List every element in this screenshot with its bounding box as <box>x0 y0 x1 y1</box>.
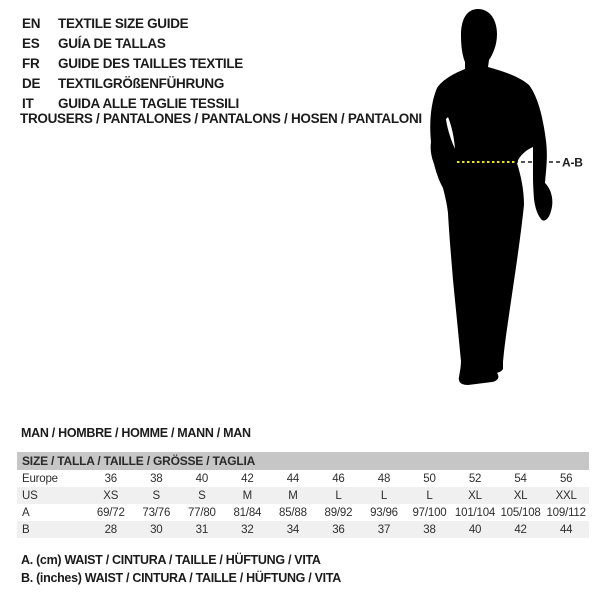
table-cell: 42 <box>498 521 544 538</box>
table-cell: 40 <box>452 521 498 538</box>
table-cell: 44 <box>286 472 300 485</box>
table-cell: 109/112 <box>546 506 586 519</box>
language-label: GUIDA ALLE TAGLIE TESSILI <box>58 95 239 111</box>
table-row-us <box>17 487 589 504</box>
language-row-fr <box>22 53 243 73</box>
table-cell: L <box>316 487 362 504</box>
language-code: IT <box>22 95 34 111</box>
language-row-en <box>22 13 243 33</box>
table-row-b-inches <box>17 521 589 538</box>
table-cell: 81/84 <box>233 506 262 519</box>
note-a-cm: A. (cm) WAIST / CINTURA / TAILLE / HÜFTUNG / VITA <box>21 553 321 567</box>
table-row-europe <box>17 470 589 487</box>
table-cell: XL <box>452 487 498 504</box>
table-cell: 34 <box>270 521 316 538</box>
table-cell: XXL <box>543 487 589 504</box>
measurement-notes <box>21 552 341 587</box>
garment-category-title: TROUSERS / PANTALONES / PANTALONS / HOSEN / PANTALONI <box>20 111 422 126</box>
table-cell: 32 <box>225 521 271 538</box>
table-cell: 85/88 <box>279 506 307 519</box>
language-code: DE <box>22 75 41 91</box>
size-table <box>17 452 589 538</box>
table-cell: XS <box>88 487 134 504</box>
table-cell: XL <box>498 487 544 504</box>
language-code: ES <box>22 35 40 51</box>
man-silhouette <box>430 9 552 385</box>
table-cell: 54 <box>514 472 527 485</box>
table-cell: 56 <box>559 472 573 485</box>
language-label: GUIDE DES TAILLES TEXTILE <box>58 55 244 71</box>
table-cell: 28 <box>88 521 134 538</box>
table-cell: 38 <box>407 521 453 538</box>
size-table-header-label: SIZE / TALLA / TAILLE / GRÖSSE / TAGLIA <box>17 452 589 470</box>
language-code: EN <box>22 15 41 31</box>
table-cell: 73/76 <box>142 506 171 519</box>
language-row-de <box>22 73 243 93</box>
table-cell: 52 <box>468 472 482 485</box>
language-label: TEXTILGRÖßENFÜHRUNG <box>58 75 225 91</box>
table-cell: 36 <box>104 472 117 485</box>
table-cell: 46 <box>332 472 345 485</box>
table-cell: 36 <box>316 521 362 538</box>
language-label: GUÍA DE TALLAS <box>58 35 166 51</box>
table-cell: 37 <box>361 521 407 538</box>
language-code: FR <box>22 55 40 71</box>
table-cell: L <box>361 487 407 504</box>
table-cell: 93/96 <box>370 506 398 519</box>
table-cell: 30 <box>134 521 180 538</box>
table-cell: 42 <box>241 472 254 485</box>
language-label: TEXTILE SIZE GUIDE <box>58 15 189 31</box>
man-silhouette-figure <box>410 0 600 400</box>
table-cell: 40 <box>195 472 209 485</box>
table-cell: 77/80 <box>187 506 216 519</box>
language-legend <box>22 13 243 113</box>
note-b-inches: B. (inches) WAIST / CINTURA / TAILLE / HÜFTUNG / VITA <box>21 570 341 585</box>
table-cell: 48 <box>377 472 391 485</box>
table-row-a-cm <box>17 504 589 521</box>
table-cell: S <box>179 487 225 504</box>
table-cell: 101/104 <box>454 506 496 519</box>
table-cell: 38 <box>150 472 163 485</box>
section-title-man: MAN / HOMBRE / HOMME / MANN / MAN <box>21 426 251 440</box>
row-label-b: B <box>17 521 88 538</box>
table-cell: S <box>134 487 180 504</box>
table-cell: L <box>407 487 453 504</box>
row-label-us: US <box>17 487 88 504</box>
table-cell: 69/72 <box>96 506 125 519</box>
table-cell: 31 <box>179 521 225 538</box>
table-cell: 105/108 <box>500 506 541 519</box>
table-cell: M <box>270 487 316 504</box>
language-row-es <box>22 33 243 53</box>
table-cell: M <box>225 487 271 504</box>
row-label-a: A <box>22 506 30 519</box>
table-cell: 50 <box>423 472 436 485</box>
table-cell: 44 <box>543 521 589 538</box>
measure-label-a-b: A-B <box>562 155 583 170</box>
table-cell: 89/92 <box>324 506 353 519</box>
table-cell: 97/100 <box>412 506 447 519</box>
size-table-header-bar <box>17 452 589 470</box>
row-label-europe: Europe <box>22 472 58 485</box>
